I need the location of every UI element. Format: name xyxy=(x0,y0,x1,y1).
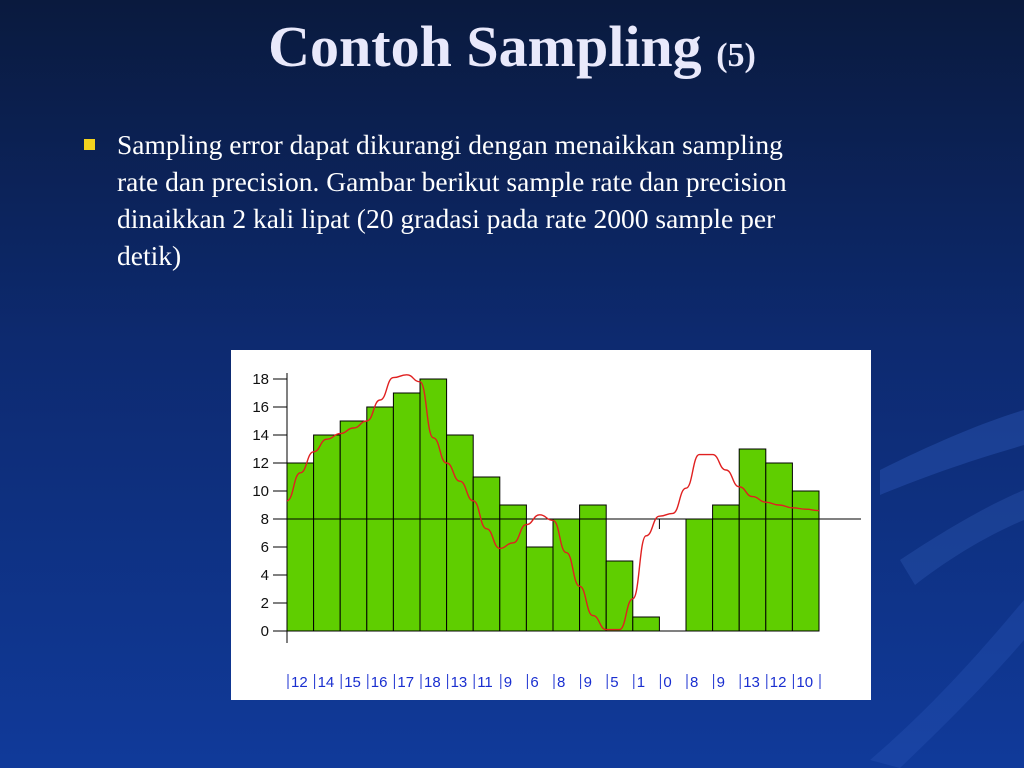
y-tick-label-14: 14 xyxy=(252,427,269,444)
bar-2 xyxy=(314,435,341,631)
bar-5 xyxy=(393,393,420,631)
category-label-16: 8 xyxy=(690,674,699,691)
slide-title-main: Contoh Sampling xyxy=(268,14,702,79)
category-label-10: 6 xyxy=(530,674,539,691)
bar-11 xyxy=(553,519,580,631)
category-label-8: 11 xyxy=(477,674,493,691)
category-label-15: 0 xyxy=(663,674,672,691)
bar-19 xyxy=(766,463,793,631)
chart-panel xyxy=(231,350,871,700)
bar-18 xyxy=(739,449,766,631)
y-tick-label-6: 6 xyxy=(260,539,269,556)
bar-7 xyxy=(447,435,474,631)
category-label-14: 1 xyxy=(636,674,646,691)
bar-8 xyxy=(473,477,500,631)
bar-3 xyxy=(340,421,367,631)
category-label-4: 16 xyxy=(370,674,388,691)
category-label-20: 10 xyxy=(796,674,814,691)
category-label-13: 5 xyxy=(610,674,619,691)
y-tick-label-2: 2 xyxy=(260,595,269,612)
bullet-square-icon xyxy=(84,139,95,150)
y-tick-label-18: 18 xyxy=(252,371,269,388)
sampling-chart xyxy=(231,350,871,700)
bullet-text: Sampling error dapat dikurangi dengan menaikkan sampling rate dan precision. Gambar berikut sample rate dan precision dinaikkan 2 kali lipat (20 gradasi pada rate 2000 sample per detik) xyxy=(117,129,787,271)
category-label-5: 17 xyxy=(397,674,415,691)
slide-title-suffix: (5) xyxy=(716,37,756,74)
bar-6 xyxy=(420,379,447,631)
category-label-18: 13 xyxy=(743,674,760,691)
bar-10 xyxy=(526,547,553,631)
category-label-17: 9 xyxy=(716,674,725,691)
bar-12 xyxy=(580,505,607,631)
category-label-11: 8 xyxy=(557,674,566,691)
bar-1 xyxy=(287,463,314,631)
y-tick-label-10: 10 xyxy=(252,483,269,500)
y-tick-label-4: 4 xyxy=(260,567,269,584)
bar-13 xyxy=(606,561,633,631)
category-label-3: 15 xyxy=(344,674,361,691)
bar-17 xyxy=(713,505,740,631)
y-tick-label-0: 0 xyxy=(260,623,269,640)
y-tick-label-8: 8 xyxy=(260,511,269,528)
bar-9 xyxy=(500,505,527,631)
y-tick-label-16: 16 xyxy=(252,399,269,416)
bar-20 xyxy=(792,491,819,631)
category-label-12: 9 xyxy=(583,674,592,691)
bar-14 xyxy=(633,617,660,631)
bar-16 xyxy=(686,519,713,631)
category-label-7: 13 xyxy=(450,674,468,691)
category-label-9: 9 xyxy=(503,674,513,691)
y-tick-label-12: 12 xyxy=(252,455,269,472)
category-label-2: 14 xyxy=(317,674,335,691)
category-label-6: 18 xyxy=(424,674,441,691)
category-label-19: 12 xyxy=(769,674,787,691)
category-label-1: 12 xyxy=(291,674,308,691)
slide-title xyxy=(0,12,1024,91)
bullet-list xyxy=(80,126,820,274)
